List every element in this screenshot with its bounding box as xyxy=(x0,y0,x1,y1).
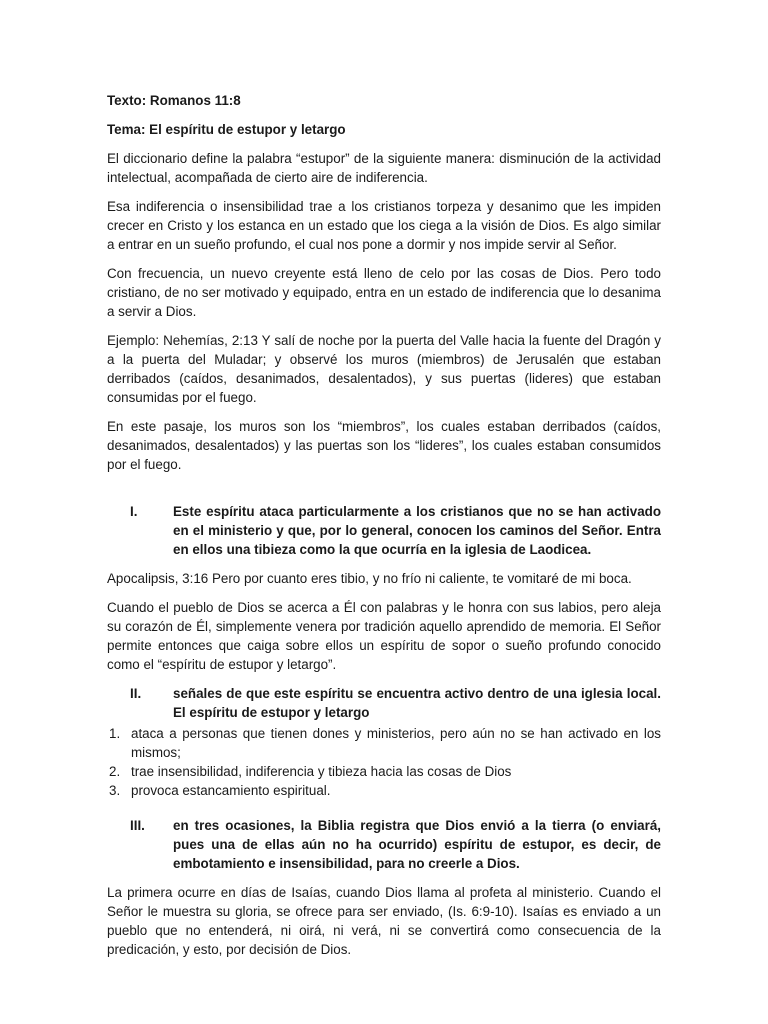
section1-paragraph-apocalipsis: Apocalipsis, 3:16 Pero por cuanto eres tibio, y no frío ni caliente, te vomitaré de mi boca. xyxy=(107,571,632,586)
list-item xyxy=(107,781,661,800)
list-item-number: 3. xyxy=(109,783,121,798)
document-body xyxy=(107,91,661,969)
list-item-text: provoca estancamiento espiritual. xyxy=(131,783,331,798)
intro-paragraph-passage: En este pasaje, los muros son los “miembros”, los cuales estaban derribados (caídos, desanimados, desalentados) y las puertas son los “lideres”, los cuales estaban consumidos por el fuego. xyxy=(107,419,661,472)
intro-paragraph-definition: El diccionario define la palabra “estupor” de la siguiente manera: disminución de la actividad intelectual, acompañada de cierto aire de indiferencia. xyxy=(107,151,661,185)
list-item-number: 2. xyxy=(109,764,121,779)
spacer xyxy=(107,484,661,502)
intro-paragraph-example: Ejemplo: Nehemías, 2:13 Y salí de noche por la puerta del Valle hacia la fuente del Dragón y a la puerta del Muladar; y observé los muros (miembros) de Jerusalén que estaban derribados (caídos, desanimados, desalentados), y sus puertas (lideres) que estaban consumidas por el fuego. xyxy=(107,333,661,405)
section-heading-text: señales de que este espíritu se encuentra activo dentro de una iglesia local. El espíritu de estupor y letargo xyxy=(173,686,661,720)
list-item xyxy=(107,762,661,781)
section-heading-1 xyxy=(107,502,661,559)
section-heading-3 xyxy=(107,816,661,873)
tema-line: Tema: El espíritu de estupor y letargo xyxy=(107,122,346,137)
intro-paragraph-indifference: Esa indiferencia o insensibilidad trae a los cristianos torpeza y desanimo que les impiden crecer en Cristo y los estanca en un estado que los ciega a la visión de Dios. Es algo similar a entrar en un sueño profundo, el cual nos pone a dormir y nos impide servir al Señor. xyxy=(107,199,661,252)
texto-line: Texto: Romanos 11:8 xyxy=(107,93,241,108)
section-heading-text: en tres ocasiones, la Biblia registra que Dios envió a la tierra (o enviará, pues una de ellas aún no ha ocurrido) espíritu de estupor, es decir, de embotamiento e insensibilidad, para no creerle a Dios. xyxy=(173,818,661,871)
section-number: III. xyxy=(130,818,145,833)
list-item-text: ataca a personas que tienen dones y ministerios, pero aún no se han activado en los mismos; xyxy=(131,726,661,760)
section-number: I. xyxy=(130,504,138,519)
intro-paragraph-new-believer: Con frecuencia, un nuevo creyente está lleno de celo por las cosas de Dios. Pero todo cristiano, de no ser motivado y equipado, entra en un estado de indiferencia que lo desanima a servir a Dios. xyxy=(107,266,661,319)
list-item xyxy=(107,724,661,762)
signs-list xyxy=(107,724,661,800)
section-number: II. xyxy=(130,686,142,701)
section-heading-text: Este espíritu ataca particularmente a los cristianos que no se han activado en el ministerio y que, por lo general, conocen los caminos del Señor. Entra en ellos una tibieza como la que ocurría en la iglesia de Laodicea. xyxy=(173,504,661,557)
section1-paragraph-explanation: Cuando el pueblo de Dios se acerca a Él con palabras y le honra con sus labios, pero aleja su corazón de Él, simplemente venera por tradición aquello aprendido de memoria. El Señor permite entonces que caiga sobre ellos un espíritu de sopor o sueño profundo conocido como el “espíritu de estupor y letargo”. xyxy=(107,600,661,672)
list-item-text: trae insensibilidad, indiferencia y tibieza hacia las cosas de Dios xyxy=(131,764,512,779)
section3-paragraph-isaias: La primera ocurre en días de Isaías, cuando Dios llama al profeta al ministerio. Cuando el Señor le muestra su gloria, se ofrece para ser enviado, (Is. 6:9-10). Isaías es enviado a un pueblo que no entenderá, ni oirá, ni verá, ni se convertirá como consecuencia de la predicación, y esto, por decisión de Dios. xyxy=(107,885,661,957)
section-heading-2 xyxy=(107,684,661,722)
list-item-number: 1. xyxy=(109,726,121,741)
